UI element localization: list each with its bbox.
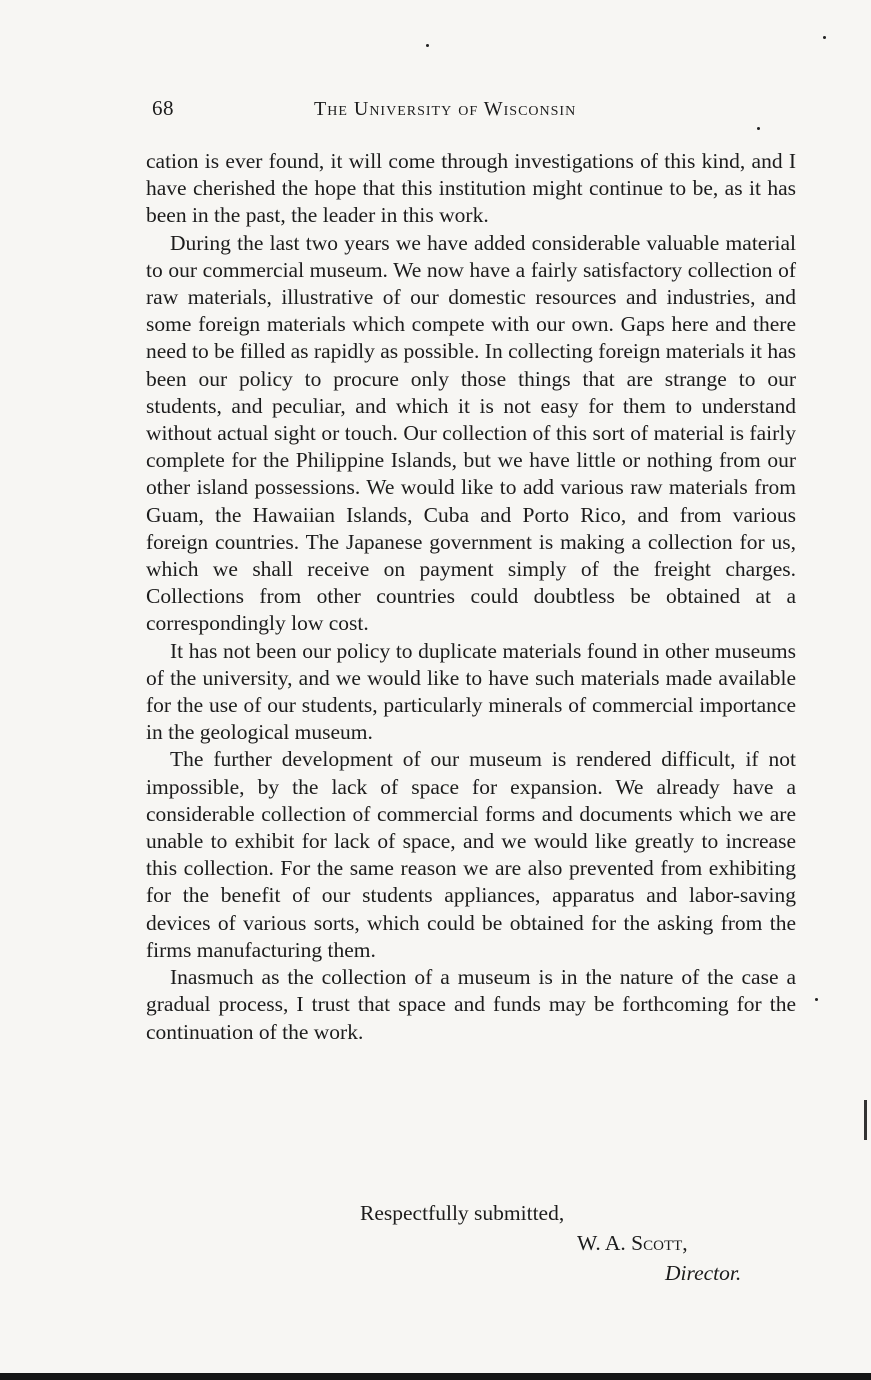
scan-speck <box>757 127 760 130</box>
body-text <box>146 148 796 1046</box>
signature-title: Director. <box>665 1261 742 1285</box>
scan-speck <box>815 998 818 1001</box>
paragraph-duplicate-materials: It has not been our policy to duplicate materials found in other museums of the university, and we would like to have such materials made available for the use of our students, particularly minerals of commercial importance in the geological museum. <box>146 638 796 745</box>
page-number: 68 <box>152 96 174 120</box>
scan-edge-mark <box>864 1100 867 1140</box>
scan-bottom-border <box>0 1373 871 1380</box>
paragraph-continuation: cation is ever found, it will come through investigations of this kind, and I have cherished the hope that this institution might continue to be, as it has been in the past, the leader in this work. <box>146 149 796 228</box>
scan-speck <box>426 44 429 47</box>
scan-speck <box>823 36 826 39</box>
paragraph-conclusion: Inasmuch as the collection of a museum is in the nature of the case a gradual process, I trust that space and funds may be forthcoming for the continuation of the work. <box>146 965 796 1044</box>
signature: W. A. Scott, <box>577 1231 688 1255</box>
paragraph-commercial-museum: During the last two years we have added considerable valuable material to our commercial museum. We now have a fairly satisfactory collection of raw materials, illustrative of our domestic resources and industries, and some foreign materials which compete with our own. Gaps here and there need to be filled as rapidly as possible. In collecting foreign materials it has been our policy to procure only those things that are strange to our students, and peculiar, and which it is not easy for them to understand without actual sight or touch. Our collection of this sort of material is fairly complete for the Philippine Islands, but we have little or nothing from our other island possessions. We would like to add various raw materials from Guam, the Hawaiian Islands, Cuba and Porto Rico, and from various foreign countries. The Japanese government is making a collection for us, which we shall receive on payment simply of the freight charges. Collections from other countries could doubtless be obtained at a correspondingly low cost. <box>146 230 796 636</box>
running-head: The University of Wisconsin <box>314 98 577 120</box>
salutation: Respectfully submitted, <box>360 1201 565 1225</box>
page-header <box>152 96 792 126</box>
paragraph-lack-of-space: The further development of our museum is rendered difficult, if not impossible, by the lack of space for expansion. We already have a considerable collection of commercial forms and documents which we are unable to exhibit for lack of space, and we would like greatly to increase this collection. For the same reason we are also prevented from exhibiting for the benefit of our students appliances, apparatus and labor-saving devices of various sorts, which could be obtained for the asking from the firms manufacturing them. <box>146 747 796 962</box>
